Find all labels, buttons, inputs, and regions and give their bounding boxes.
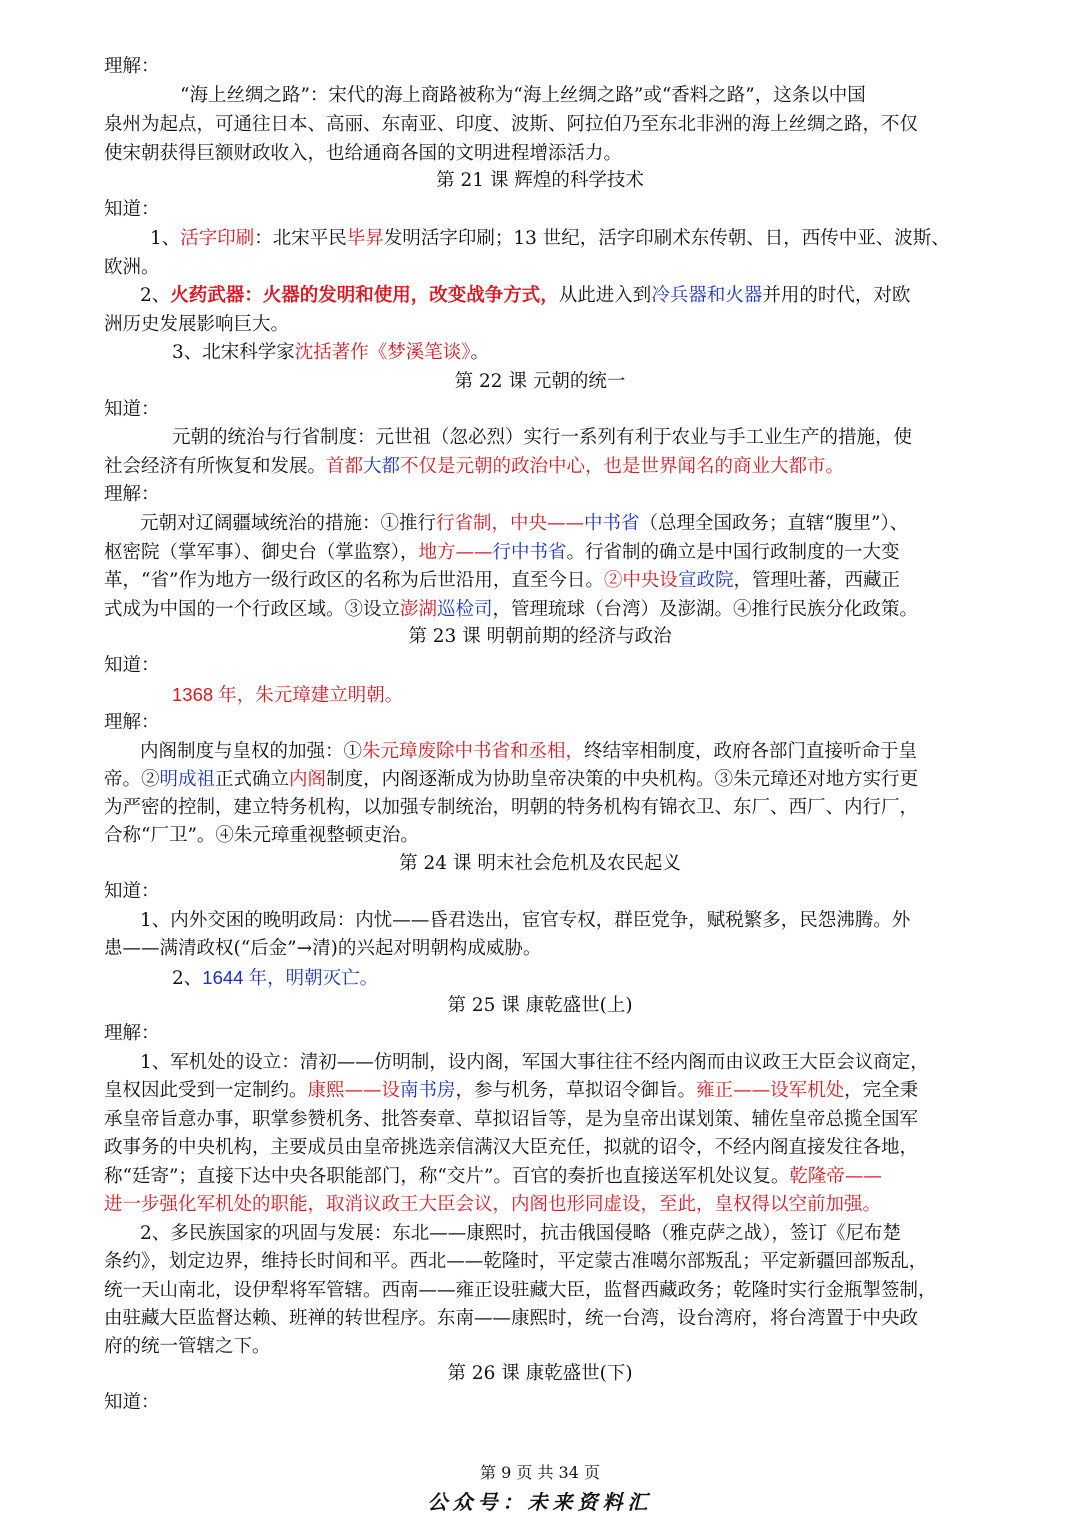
paragraph-line: 为严密的控制，建立特务机构，以加强专制统治，明朝的特务机构有锦衣卫、东厂、西厂、内行厂，	[104, 797, 919, 818]
label-know: 知道：	[104, 655, 160, 676]
label-understand: 理解：	[104, 1023, 160, 1044]
paragraph-line: 革，“省”作为地方一级行政区的名称为后世沿用，直至今日。②中央设宣政院，管理吐蕃，西藏正	[104, 570, 900, 591]
lesson-title-24: 第 24 课 明末社会危机及农民起义	[399, 853, 681, 874]
paragraph-line: 社会经济有所恢复和发展。首都大都不仅是元朝的政治中心，也是世界闻名的商业大都市。	[104, 456, 845, 477]
list-item: 2、多民族国家的巩固与发展：东北——康熙时，抗击俄国侵略（雅克萨之战），签订《尼布楚	[140, 1223, 902, 1244]
label-understand: 理解：	[104, 56, 160, 77]
paragraph-line: 合称“厂卫”。④朱元璋重视整顿吏治。	[104, 825, 419, 846]
list-item: 2、1644 年，明朝灭亡。	[172, 967, 379, 989]
paragraph-line: 洲历史发展影响巨大。	[104, 314, 290, 335]
paragraph-line: 元朝的统治与行省制度：元世祖（忽必烈）实行一系列有利于农业与手工业生产的措施，使	[172, 427, 913, 448]
lesson-title-23: 第 23 课 明朝前期的经济与政治	[408, 626, 672, 647]
paragraph-line: 患——满清政权(“后金”→清)的兴起对明朝构成威胁。	[104, 938, 542, 959]
label-know: 知道：	[104, 199, 160, 220]
lesson-title-22: 第 22 课 元朝的统一	[454, 371, 626, 392]
list-item: 1、军机处的设立：清初——仿明制，设内阁，军国大事往往不经内阁而由议政王大臣会议商定，	[140, 1052, 929, 1073]
paragraph-line: 帝。②明成祖正式确立内阁制度，内阁逐渐成为协助皇帝决策的中央机构。③朱元璋还对地方实行更	[104, 769, 919, 790]
paragraph-line: 内阁制度与皇权的加强：①朱元璋废除中书省和丞相，终结宰相制度，政府各部门直接听命于皇	[140, 741, 918, 762]
list-item: 1、内外交困的晚明政局：内忧——昏君迭出，宦官专权，群臣党争，赋税繁多，民怨沸腾。外	[140, 910, 911, 931]
list-item: 3、北宋科学家沈括著作《梦溪笔谈》。	[172, 342, 490, 363]
list-item: 2、火药武器：火器的发明和使用，改变战争方式，从此进入到冷兵器和火器并用的时代，对欧	[140, 285, 911, 306]
paragraph-line: 皇权因此受到一定制约。康熙——设南书房，参与机务，草拟诏令御旨。雍正——设军机处，完全秉	[104, 1080, 919, 1101]
paragraph-line: 府的统一管辖之下。	[104, 1336, 271, 1357]
paragraph-line: 使宋朝获得巨额财政收入，也给通商各国的文明进程增添活力。	[104, 143, 623, 164]
page-number: 第 9 页 共 34 页	[480, 1463, 600, 1482]
paragraph-line: 由驻藏大臣监督达赖、班禅的转世程序。东南——康熙时，统一台湾，设台湾府，将台湾置于中央政	[104, 1308, 919, 1329]
paragraph-line: 承皇帝旨意办事，职掌参赞机务、批答奏章、草拟诏旨等，是为皇帝出谋划策、辅佐皇帝总揽全国军	[104, 1109, 919, 1130]
lesson-title-21: 第 21 课 辉煌的科学技术	[436, 170, 644, 191]
paragraph-line: 条约》，划定边界，维持长时间和平。西北——乾隆时，平定蒙古准噶尔部叛乱；平定新疆回部叛乱，	[104, 1251, 928, 1272]
label-know: 知道：	[104, 881, 160, 902]
paragraph-line: 称“廷寄”；直接下达中央各职能部门，称“交片”。百官的奏折也直接送军机处议复。乾隆帝——	[104, 1166, 882, 1187]
label-understand: 理解：	[104, 712, 160, 733]
label-know: 知道：	[104, 399, 160, 420]
paragraph-line: 泉州为起点，可通往日本、高丽、东南亚、印度、波斯、阿拉伯乃至东北非洲的海上丝绸之路，不仅	[104, 114, 919, 135]
paragraph-line: 式成为中国的一个行政区域。③设立澎湖巡检司，管理琉球（台湾）及澎湖。④推行民族分化政策。	[104, 599, 919, 620]
label-know: 知道：	[104, 1392, 160, 1413]
paragraph-line: “海上丝绸之路”：宋代的海上商路被称为“海上丝绸之路”或“香料之路”，这条以中国	[180, 85, 866, 106]
footer-brand: 公众号：未来资料汇	[427, 1490, 653, 1514]
lesson-title-26: 第 26 课 康乾盛世(下)	[447, 1363, 633, 1384]
list-item: 1、活字印刷：北宋平民毕昇发明活字印刷；13 世纪，活字印刷术东传朝、日，西传中亚、波斯、	[150, 228, 950, 249]
key-fact: 1368 年，朱元璋建立明朝。	[172, 684, 404, 705]
paragraph-line: 欧洲。	[104, 257, 160, 278]
paragraph-line: 政事务的中央机构，主要成员由皇帝挑选亲信满汉大臣充任，拟就的诏令，不经内阁直接发往各地，	[104, 1137, 919, 1158]
paragraph-line: 进一步强化军机处的职能，取消议政王大臣会议，内阁也形同虚设，至此，皇权得以空前加强。	[104, 1194, 882, 1215]
lesson-title-25: 第 25 课 康乾盛世(上)	[447, 995, 633, 1016]
paragraph-line: 枢密院（掌军事）、御史台（掌监察），地方——行中书省。行省制的确立是中国行政制度的一大变	[104, 542, 900, 563]
label-understand: 理解：	[104, 484, 160, 505]
paragraph-line: 统一天山南北，设伊犁将军管辖。西南——雍正设驻藏大臣，监督西藏政务；乾隆时实行金瓶掣签制，	[104, 1280, 937, 1301]
paragraph-line: 元朝对辽阔疆域统治的措施：①推行行省制，中央——中书省（总理全国政务；直辖“腹里”）、	[140, 513, 909, 534]
